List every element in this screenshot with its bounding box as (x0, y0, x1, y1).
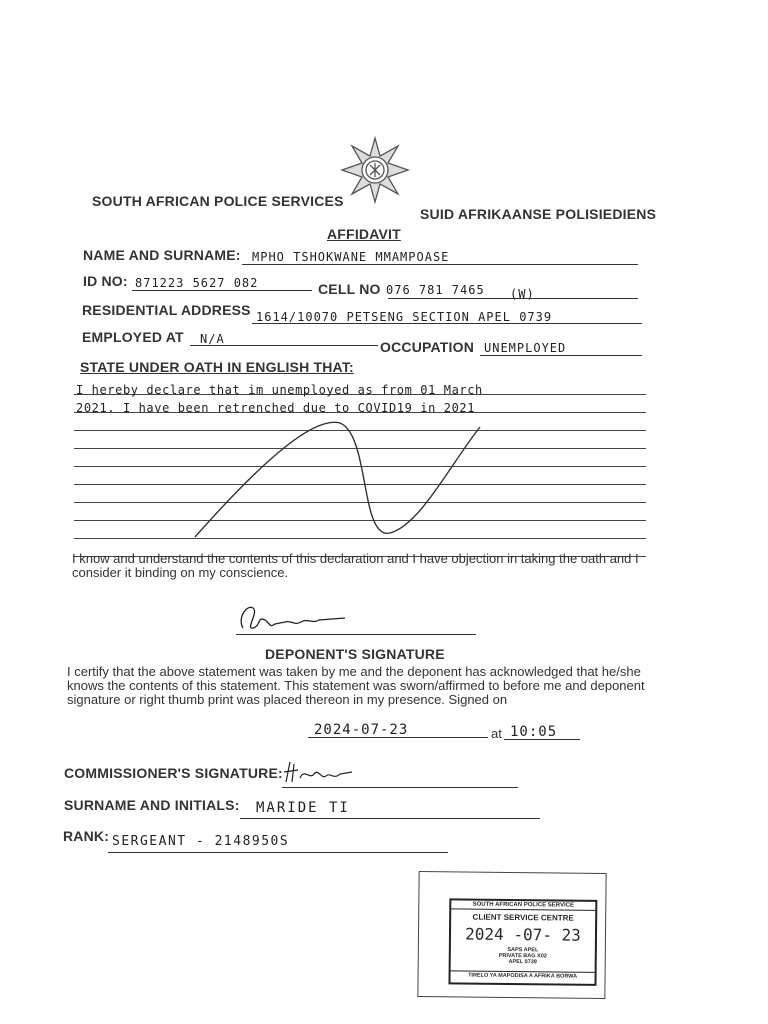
saps-emblem-icon (340, 136, 410, 204)
cancellation-stroke (190, 415, 490, 545)
occupation-value: UNEMPLOYED (484, 341, 567, 355)
employed-value: N/A (200, 332, 225, 346)
header-right-title: SUID AFRIKAANSE POLISIEDIENS (420, 206, 657, 222)
surname-initials-label: SURNAME AND INITIALS: (64, 797, 240, 813)
surname-initials-value: MARIDE TI (256, 800, 350, 816)
deponent-signature-image (235, 598, 355, 638)
stamp-frame (417, 871, 606, 999)
commissioner-signature-image (282, 758, 362, 788)
surname-initials-line (240, 818, 540, 819)
deponent-signature-label: DEPONENT'S SIGNATURE (265, 646, 445, 662)
signed-time-value: 10:05 (510, 724, 558, 740)
stamp-bottom-text: TIRELO YA MAPODISA A AFRIKA BORWA (451, 970, 595, 980)
stamp-line-3: PRIVATE BAG X02 (498, 952, 547, 960)
signed-date-value: 2024-07-23 (314, 722, 409, 738)
oath-label: STATE UNDER OATH IN ENGLISH THAT: (80, 359, 354, 375)
name-label: NAME AND SURNAME: (83, 247, 241, 263)
saps-stamp (448, 898, 597, 986)
id-line (132, 290, 312, 291)
cell-suffix: (W) (510, 287, 535, 301)
statement-line-2: 2021. I have been retrenched due to COVID19 in 2021 (76, 401, 476, 415)
address-label: RESIDENTIAL ADDRESS (82, 302, 251, 318)
rank-value: SERGEANT - 2148950S (112, 834, 290, 849)
cell-value: 076 781 7465 (386, 283, 485, 297)
commissioner-signature-label: COMMISSIONER'S SIGNATURE: (64, 765, 283, 781)
id-label: ID NO: (83, 273, 128, 289)
occupation-line (480, 355, 642, 356)
header-left-title: SOUTH AFRICAN POLICE SERVICES (92, 193, 344, 209)
rank-label: RANK: (63, 828, 110, 844)
employed-label: EMPLOYED AT (82, 329, 184, 345)
stamp-line-2: SAPS APEL (507, 946, 539, 954)
name-value: MPHO TSHOKWANE MMAMPOASE (252, 250, 450, 264)
stamp-line-1: CLIENT SERVICE CENTRE (472, 912, 574, 923)
commissioner-signature-line (282, 787, 518, 788)
stamp-line-4: APEL 0739 (508, 958, 537, 966)
rank-line (108, 852, 448, 853)
stamp-top-text: SOUTH AFRICAN POLICE SERVICE (451, 900, 595, 911)
affidavit-title: AFFIDAVIT (327, 226, 401, 242)
name-line (242, 264, 638, 265)
at-label: at (491, 726, 502, 741)
cell-label: CELL NO (318, 281, 381, 297)
declaration-text: I know and understand the contents of this declaration and I have objection in taking the oath and I consider it binding on my conscience. (72, 551, 639, 580)
address-value: 1614/10070 PETSENG SECTION APEL 0739 (256, 310, 553, 324)
certification-text: I certify that the above statement was taken by me and the deponent has acknowledged that he/she knows the contents of this statement. This statement was sworn/affirmed to before me and deponent signature or right thumb print was placed thereon in my presence. Signed on (67, 664, 645, 707)
id-value: 871223 5627 082 (135, 276, 259, 290)
stamp-date: 2024 -07- 23 (465, 924, 581, 945)
deponent-signature-line (236, 634, 476, 635)
statement-line-1: I hereby declare that im unemployed as from 01 March (76, 383, 483, 397)
occupation-label: OCCUPATION (380, 339, 475, 355)
